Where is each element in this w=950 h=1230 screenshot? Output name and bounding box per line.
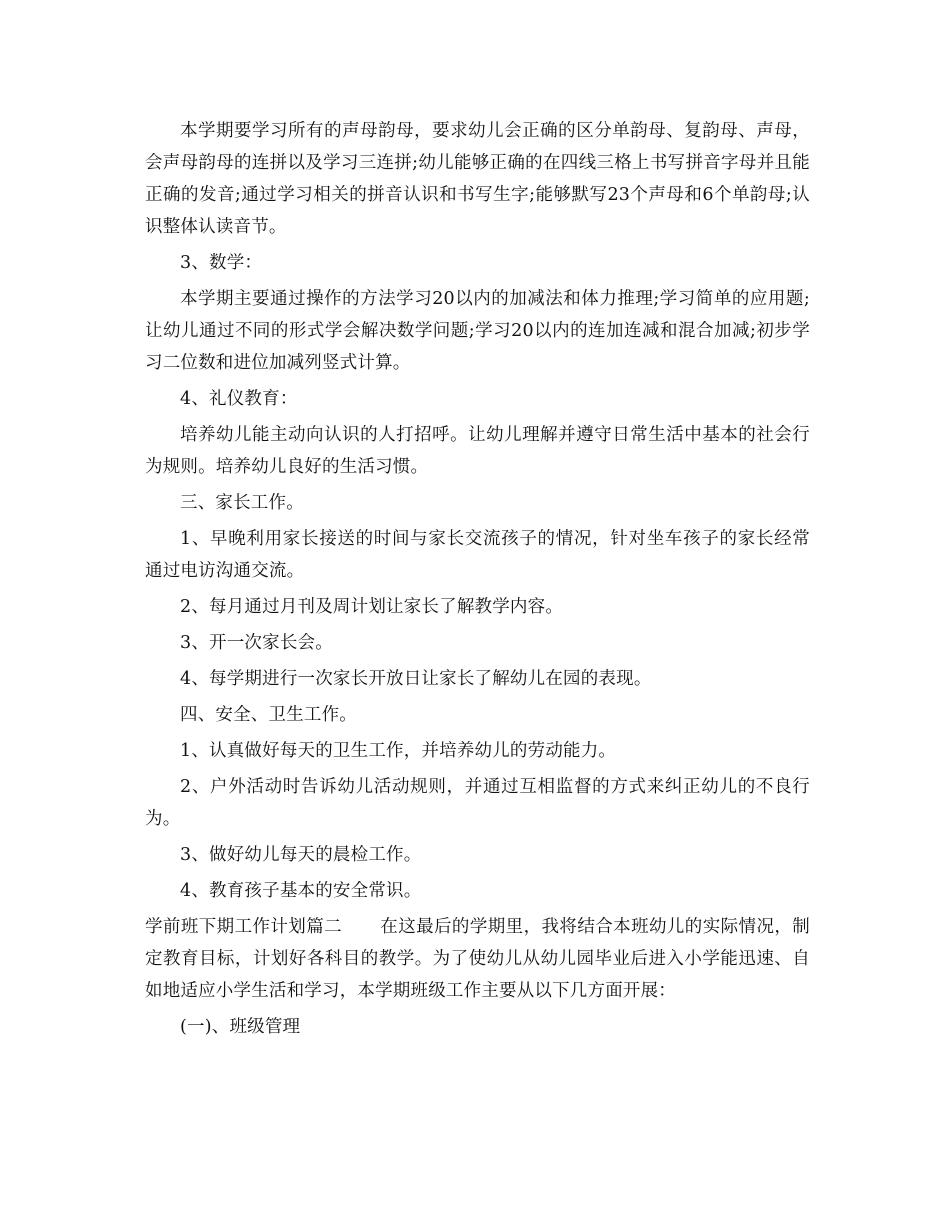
document-body [145,115,810,1047]
heading-math: 3、数学： [180,253,263,273]
section-title: 学前班下期工作计划篇二 [145,917,343,937]
paragraph-math: 本学期主要通过操作的方法学习20以内的加减法和体力推理;学习简单的应用题;让幼儿通过不同的形式学会解决数学问题;学习20以内的连加连减和混合加减;初步学习二位数和进位加减列竖式计算。 [145,289,810,373]
heading-etiquette: 4、礼仪教育： [180,389,298,409]
section-intro-paragraph [145,911,810,1007]
section-intro: 在这最后的学期里，我将结合本班幼儿的实际情况，制定教育目标，计划好各科目的教学。为了使幼儿从幼儿园毕业后进入小学能迅速、自如地适应小学生活和学习，本学期班级工作主要从以下几方面开展： [145,917,810,1001]
list-item-safety-1: 1、认真做好每天的卫生工作，并培养幼儿的劳动能力。 [180,741,617,761]
heading-safety-hygiene: 四、安全、卫生工作。 [180,705,357,725]
list-item-parent-2: 2、每月通过月刊及周计划让家长了解教学内容。 [180,597,564,617]
list-item-parent-4: 4、每学期进行一次家长开放日让家长了解幼儿在园的表现。 [180,669,652,689]
list-item-safety-3: 3、做好幼儿每天的晨检工作。 [180,845,422,865]
paragraph-etiquette: 培养幼儿能主动向认识的人打招呼。让幼儿理解并遵守日常生活中基本的社会行为规则。培养幼儿良好的生活习惯。 [145,425,810,477]
list-item-safety-2: 2、户外活动时告诉幼儿活动规则，并通过互相监督的方式来纠正幼儿的不良行为。 [145,777,810,829]
heading-parent-work: 三、家长工作。 [180,493,304,513]
list-item-safety-4: 4、教育孩子基本的安全常识。 [180,881,422,901]
heading-class-management: (一)、班级管理 [180,1017,301,1037]
list-item-parent-1: 1、早晚利用家长接送的时间与家长交流孩子的情况，针对坐车孩子的家长经常通过电访沟通交流。 [145,529,810,581]
paragraph-pinyin: 本学期要学习所有的声母韵母，要求幼儿会正确的区分单韵母、复韵母、声母，会声母韵母的连拼以及学习三连拼;幼儿能够正确的在四线三格上书写拼音字母并且能正确的发音;通过学习相关的拼音认识和书写生字;能够默写23个声母和6个单韵母;认识整体认读音节。 [145,121,810,237]
list-item-parent-3: 3、开一次家长会。 [180,633,333,653]
